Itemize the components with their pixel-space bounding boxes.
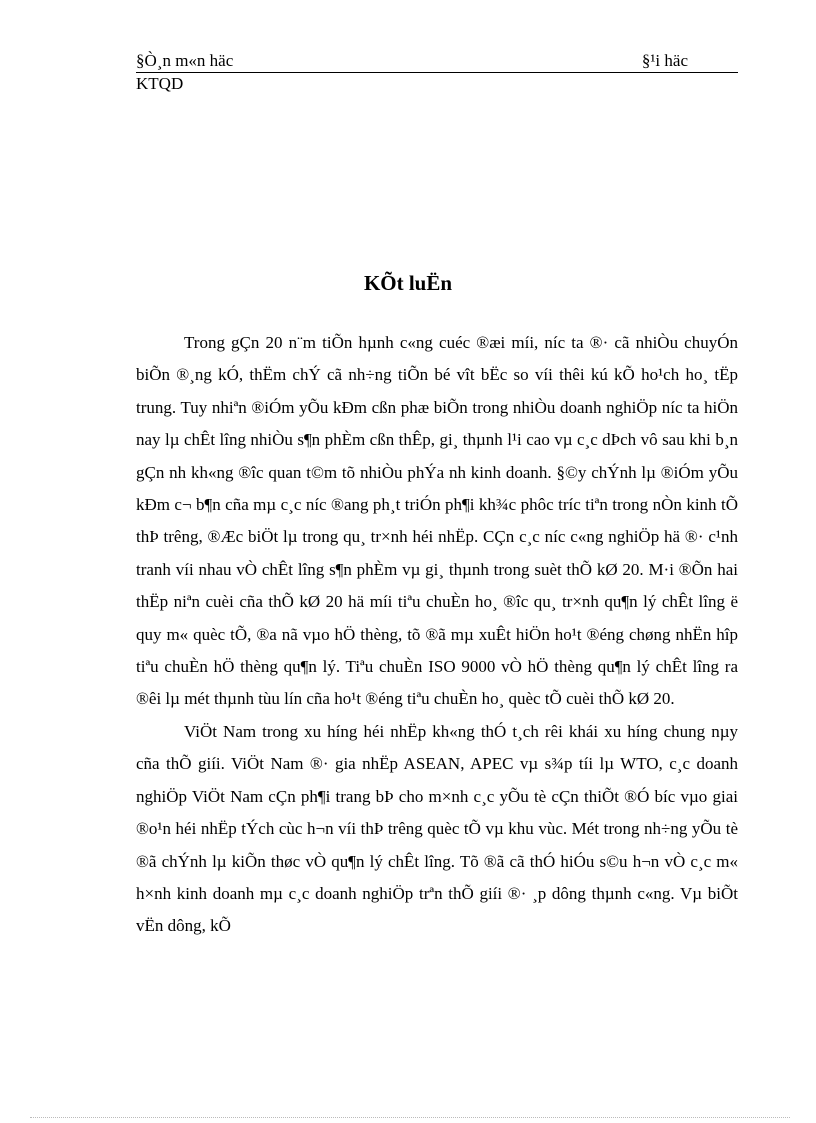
header-left: §Ò¸n m«n häc (136, 51, 234, 70)
header-sub: KTQD (136, 74, 184, 93)
paragraph-1: Trong gÇn 20 n¨m tiÕn hµnh c«ng cuéc ®æi míi, níc ta ®· cã nhiÒu chuyÓn biÕn ®¸ng kÓ, thËm chÝ cã nh÷ng tiÕn bé vît bËc so víi thêi kú kÕ ho¹ch ho¸ tËp trung. Tuy nhiªn ®iÓm yÕu kÐm cßn phæ biÕn trong nhiÒu doanh nghiÖp níc ta hiÖn nay lµ chÊt lîng nhiÒu s¶n phÈm cßn thÊp, gi¸ thµnh l¹i cao vµ c¸c dÞch vô sau khi b¸n gÇn nh kh«ng ®îc quan t©m tõ nhiÒu phÝa nh kinh doanh. §©y chÝnh lµ ®iÓm yÕu kÐm c¬ b¶n cña mµ c¸c níc ®ang ph¸t triÓn ph¶i kh¾c phôc tríc tiªn trong nÒn kinh tÕ thÞ trêng, ®Æc biÖt lµ trong qu¸ tr×nh héi nhËp. CÇn c¸c níc c«ng nghiÖp hä ®· c¹nh tranh víi nhau vÒ chÊt lîng s¶n phÈm vµ gi¸ thµnh trong suèt thÕ kØ 20. M·i ®Õn hai thËp niªn cuèi cña thÕ kØ 20 hä míi tiªu chuÈn ho¸ ®îc qu¸ tr×nh qu¶n lý chÊt lîng ë quy m« quèc tÕ, ®a nã vµo hÖ thèng, tõ ®ã mµ xuÊt hiÖn ho¹t ®éng chøng nhËn hîp tiªu chuÈn hÖ thèng qu¶n lý. Tiªu chuÈn ISO 9000 vÒ hÖ thèng qu¶n lý chÊt lîng ra ®êi lµ mét thµnh tùu lín cña ho¹t ®éng tiªu chuÈn ho¸ quèc tÕ cuèi thÕ kØ 20. (136, 333, 738, 709)
document-body (136, 327, 738, 943)
header-row (136, 50, 738, 73)
page-header (136, 50, 738, 95)
page-title: KÕt luËn (363, 271, 453, 295)
paragraph-2: ViÖt Nam trong xu híng héi nhËp kh«ng thÓ t¸ch rêi khái xu híng chung nµy cña thÕ giíi. ViÖt Nam ®· gia nhËp ASEAN, APEC vµ s¾p tíi lµ WTO, c¸c doanh nghiÖp ViÖt Nam cÇn ph¶i trang bÞ cho m×nh c¸c yÕu tè cÇn thiÕt ®Ó bíc vµo giai ®o¹n héi nhËp tÝch cùc h¬n víi thÞ trêng quèc tÕ vµ khu vùc. Mét trong nh÷ng yÕu tè ®ã chÝnh lµ kiÕn thøc vÒ qu¶n lý chÊt lîng. Tõ ®ã cã thÓ hiÓu s©u h¬n vÒ c¸c m« h×nh kinh doanh mµ c¸c doanh nghiÖp trªn thÕ giíi ®· ¸p dông thµnh c«ng. Vµ biÕt vËn dông, kÕ (136, 721, 738, 936)
header-right: §¹i häc (641, 51, 688, 70)
page-bottom-rule (30, 1117, 790, 1119)
